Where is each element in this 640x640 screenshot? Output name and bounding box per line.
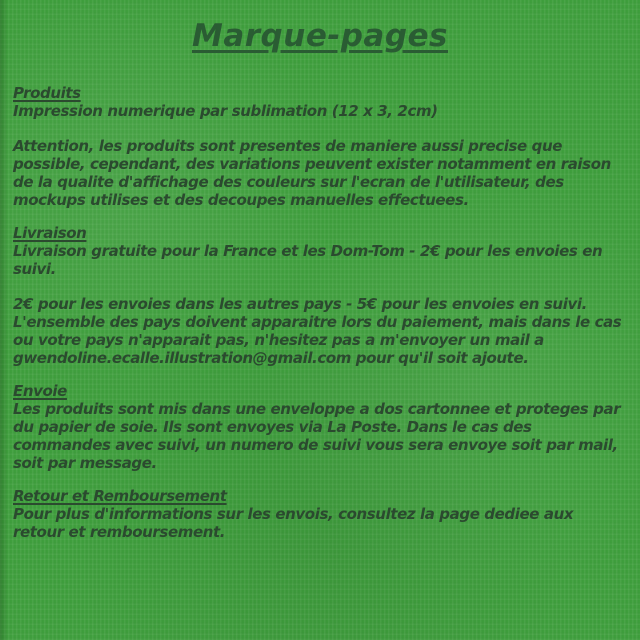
envoie-paragraph-packaging: Les produits sont mis dans une enveloppe a dos cartonnee et proteges par du papier de soie. Ils sont envoyes via La Poste. Dans le cas des commandes avec suivi, un numero de suivi vous sera envoye soit par mail, soit par message. <box>13 400 621 472</box>
page-title: Marque-pages <box>192 18 448 54</box>
section-produits <box>13 84 627 209</box>
produits-paragraph-print-info: Impression numerique par sublimation (12 x 3, 2cm) <box>13 102 438 120</box>
section-heading-envoie: Envoie <box>13 382 67 400</box>
section-retour <box>13 487 627 541</box>
section-livraison <box>13 224 627 367</box>
section-heading-produits: Produits <box>13 84 81 102</box>
produits-paragraph-disclaimer: Attention, les produits sont presentes de maniere aussi precise que possible, cependant, des variations peuvent exister notamment en raison de la qualite d'affichage des couleurs sur l'ecran de l'utilisateur, des mockups utilises et des decoupes manuelles effectuees. <box>13 137 611 209</box>
section-heading-retour: Retour et Remboursement <box>13 487 227 505</box>
livraison-paragraph-international: 2€ pour les envoies dans les autres pays - 5€ pour les envoies en suivi. L'ensemble des pays doivent apparaitre lors du paiement, mais dans le cas ou votre pays n'apparait pas, n'hesitez pas a m'envoyer un mail a gwendoline.ecalle.illustration@gmail.com pour qu'il soit ajoute. <box>13 295 622 367</box>
section-envoie <box>13 382 627 472</box>
section-heading-livraison: Livraison <box>13 224 87 242</box>
livraison-paragraph-france: Livraison gratuite pour la France et les Dom-Tom - 2€ pour les envoies en suivi. <box>13 242 603 278</box>
retour-paragraph-info: Pour plus d'informations sur les envois, consultez la page dediee aux retour et remboursement. <box>13 505 574 541</box>
